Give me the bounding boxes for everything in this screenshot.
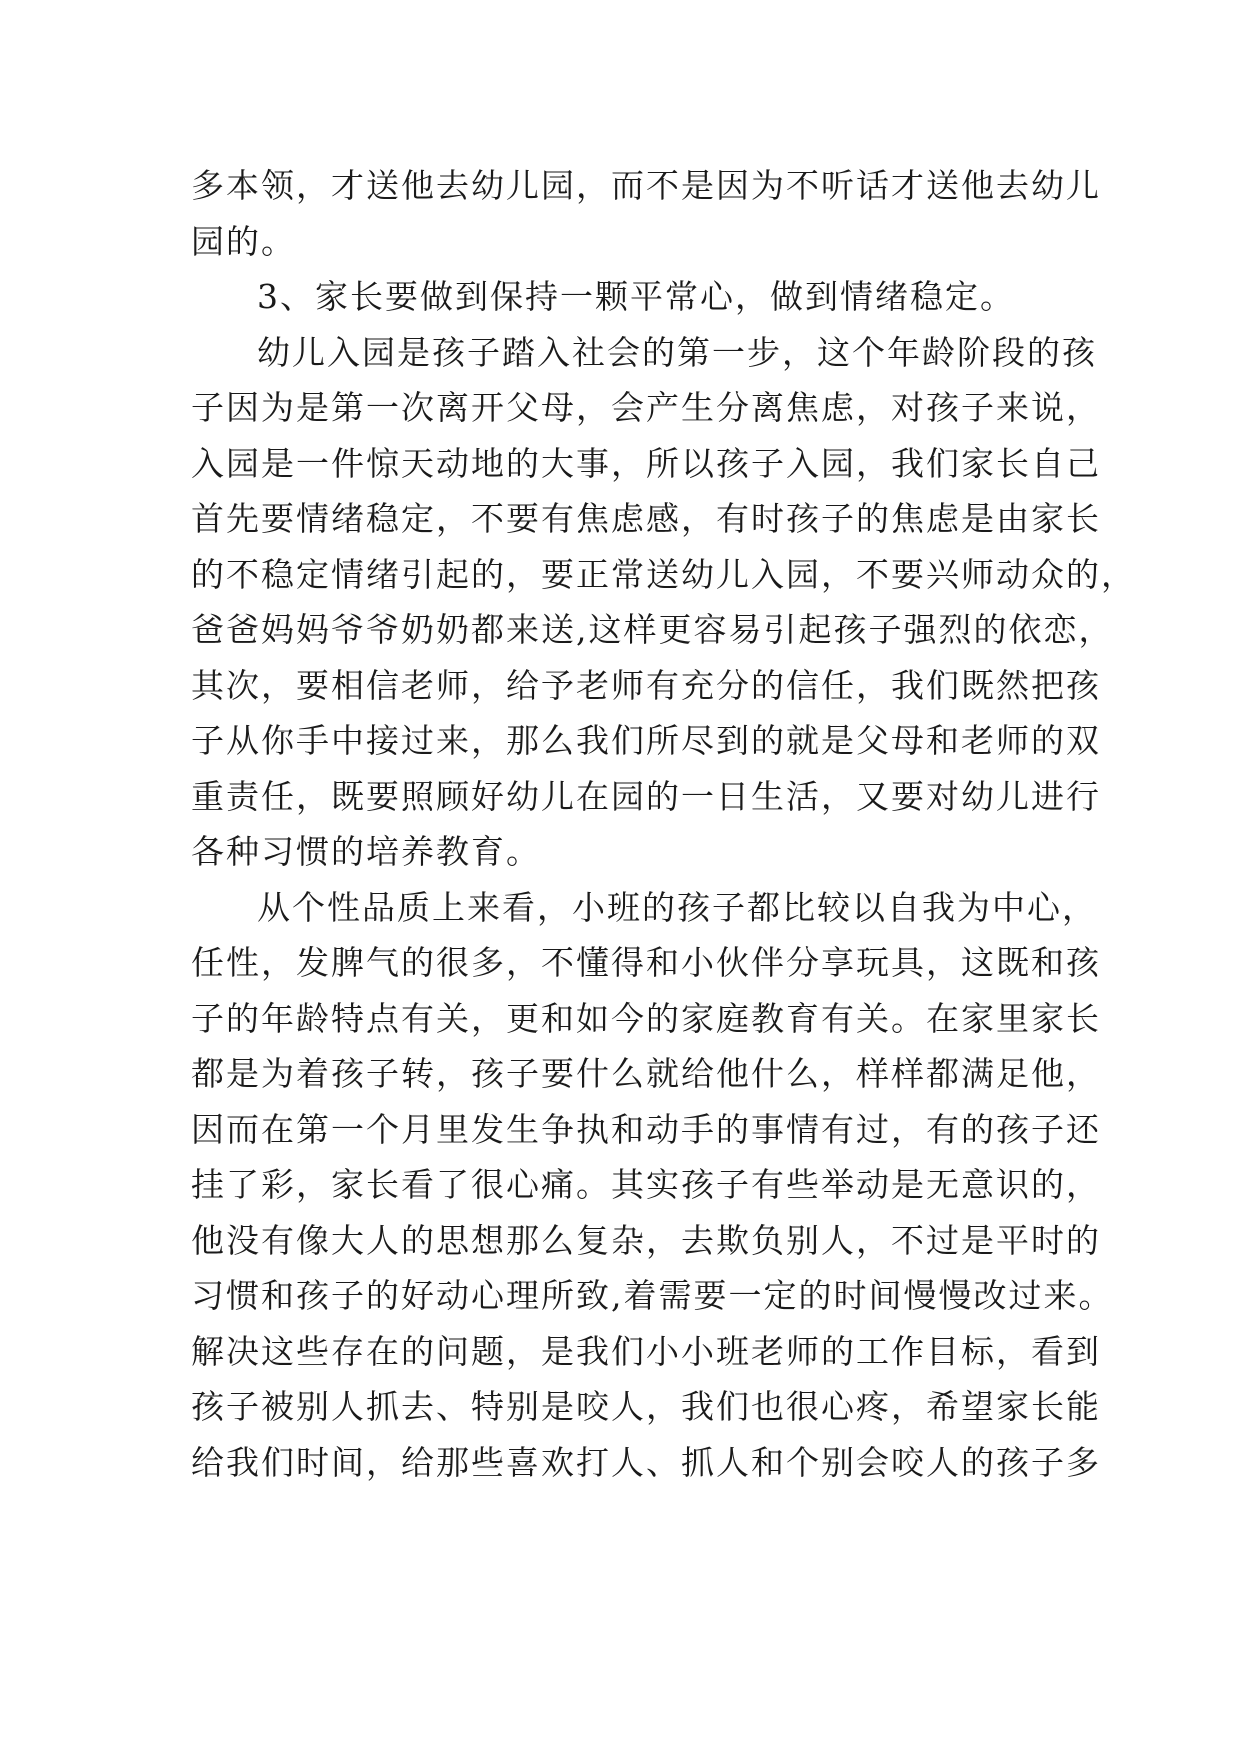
text-line: 子的年龄特点有关，更和如今的家庭教育有关。在家里家长 xyxy=(191,998,1101,1038)
text-line: 首先要情绪稳定，不要有焦虑感，有时孩子的焦虑是由家长 xyxy=(191,499,1101,538)
text-line: 因而在第一个月里发生争执和动手的事情有过，有的孩子还 xyxy=(191,1109,1101,1149)
text-line: 3、家长要做到保持一颗平常心，做到情绪稳定。 xyxy=(257,277,1015,316)
text-line: 给我们时间，给那些喜欢打人、抓人和个别会咬人的孩子多 xyxy=(191,1442,1101,1482)
text-line: 的不稳定情绪引起的，要正常送幼儿入园，不要兴师动众的， xyxy=(191,554,1136,594)
text-line: 子因为是第一次离开父母，会产生分离焦虑，对孩子来说， xyxy=(191,388,1101,427)
text-line: 挂了彩，家长看了很心痛。其实孩子有些举动是无意识的， xyxy=(191,1165,1101,1204)
text-line: 爸爸妈妈爷爷奶奶都来送,这样更容易引起孩子强烈的依恋， xyxy=(191,610,1114,649)
text-line: 园的。 xyxy=(191,221,296,261)
text-line: 多本领，才送他去幼儿园，而不是因为不听话才送他去幼儿 xyxy=(191,166,1101,205)
text-line: 都是为着孩子转，孩子要什么就给他什么，样样都满足他， xyxy=(191,1054,1101,1093)
text-line: 各种习惯的培养教育。 xyxy=(191,832,541,871)
text-line: 其次，要相信老师，给予老师有充分的信任，我们既然把孩 xyxy=(191,665,1101,705)
text-line: 解决这些存在的问题，是我们小小班老师的工作目标，看到 xyxy=(191,1331,1101,1371)
text-line: 入园是一件惊天动地的大事，所以孩子入园，我们家长自己 xyxy=(191,443,1101,483)
document-body-text xyxy=(191,158,1136,1490)
text-line: 重责任，既要照顾好幼儿在园的一日生活，又要对幼儿进行 xyxy=(191,776,1101,816)
text-line: 他没有像大人的思想那么复杂，去欺负别人，不过是平时的 xyxy=(191,1220,1101,1260)
text-line: 幼儿入园是孩子踏入社会的第一步，这个年龄阶段的孩 xyxy=(257,332,1097,372)
text-line: 从个性品质上来看，小班的孩子都比较以自我为中心， xyxy=(257,887,1097,927)
text-line: 任性，发脾气的很多，不懂得和小伙伴分享玩具，这既和孩 xyxy=(191,943,1101,982)
text-line: 习惯和孩子的好动心理所致,着需要一定的时间慢慢改过来。 xyxy=(191,1276,1114,1315)
text-line: 子从你手中接过来，那么我们所尽到的就是父母和老师的双 xyxy=(191,721,1101,760)
text-line: 孩子被别人抓去、特别是咬人，我们也很心疼，希望家长能 xyxy=(191,1387,1101,1426)
